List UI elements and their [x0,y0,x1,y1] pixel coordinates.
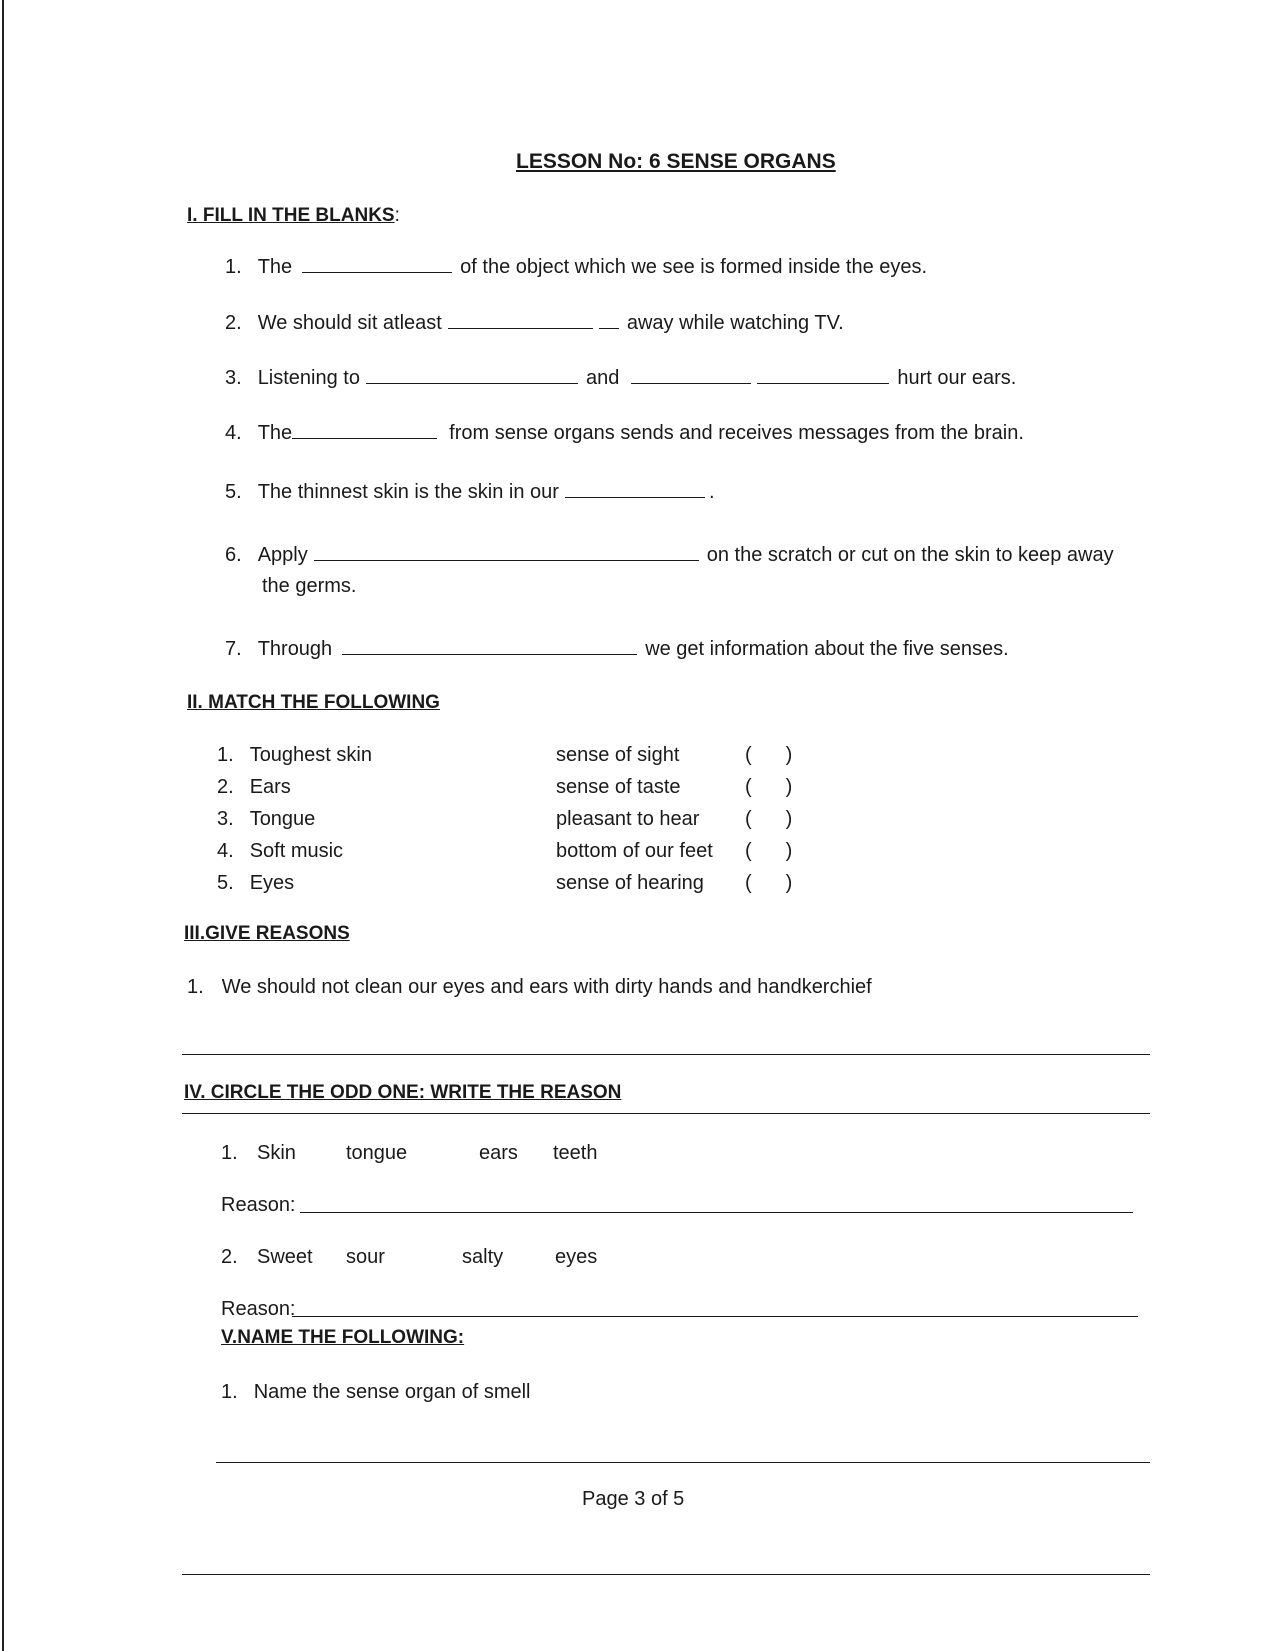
paren-close: ) [785,808,793,830]
paren-close: ) [785,840,793,862]
answer-blank[interactable] [342,636,637,655]
item-text-b: hurt our ears. [897,367,1017,389]
item-number: 2. [225,312,242,334]
section-fill-blanks-heading [187,203,400,228]
paren-open: ( [745,808,752,830]
item-number: 3. [217,808,234,830]
section-give-reasons-heading: III.GIVE REASONS [184,923,350,944]
match-left-4 [217,839,343,863]
reason-item-1 [187,975,872,999]
match-answer-box-1[interactable] [745,743,792,767]
paren-open: ( [745,872,752,894]
section-divider-line [182,1113,1150,1114]
match-answer-box-5[interactable] [745,871,792,895]
item-number: 6. [225,544,242,566]
item-text-a: Apply [257,544,308,566]
match-right-1: sense of sight [556,744,680,766]
item-number: 1. [225,256,242,278]
page-title: LESSON No: 6 SENSE ORGANS [516,150,836,173]
match-right-4: bottom of our feet [556,840,713,862]
match-answer-box-3[interactable] [745,807,792,831]
match-left-text: Tongue [249,808,316,830]
heading-colon: : [394,205,400,226]
match-answer-box-2[interactable] [745,775,792,799]
item-number: 7. [225,638,242,660]
section-odd-one-heading: IV. CIRCLE THE ODD ONE: WRITE THE REASON [184,1082,622,1103]
odd-word[interactable]: sour [346,1246,385,1268]
item-text-a: The [257,422,293,444]
match-left-text: Toughest skin [249,744,372,766]
match-left-text: Soft music [249,840,344,862]
fill-item-4 [225,420,1024,445]
name-item-1 [221,1380,531,1404]
match-answer-box-4[interactable] [745,839,792,863]
match-left-text: Eyes [249,872,295,894]
match-right-5: sense of hearing [556,872,704,894]
item-number: 4. [217,840,234,862]
odd-word[interactable]: ears [479,1142,518,1164]
reason-question-text: We should not clean our eyes and ears with dirty hands and handkerchief [221,976,872,998]
paren-close: ) [785,776,793,798]
fill-item-2 [225,310,844,335]
item-text-b: we get information about the five senses. [645,638,1009,660]
odd-word[interactable]: teeth [553,1142,598,1164]
reason-answer-line[interactable] [292,1316,1138,1317]
item-number: 3. [225,367,242,389]
item-text-a: Listening to [257,367,360,389]
odd-one-item-2 [221,1245,238,1269]
paren-open: ( [745,744,752,766]
section-heading-text: I. FILL IN THE BLANKS [187,205,395,226]
answer-blank[interactable] [757,365,889,384]
item-number: 1. [221,1142,238,1164]
paren-open: ( [745,840,752,862]
answer-blank-extension [599,310,619,329]
answer-blank[interactable] [631,365,751,384]
fill-item-1 [225,254,927,279]
odd-word[interactable]: Sweet [257,1246,313,1268]
odd-word[interactable]: Skin [257,1142,296,1164]
page-number: Page 3 of 5 [582,1488,685,1510]
item-number: 1. [187,976,204,998]
match-left-text: Ears [249,776,291,798]
answer-blank[interactable] [366,365,578,384]
item-text-b: on the scratch or cut on the skin to keep away [706,544,1114,566]
fill-item-7 [225,636,1009,661]
fill-item-5 [225,479,715,504]
match-right-2: sense of taste [556,776,681,798]
item-text-b: . [708,481,715,503]
item-text-b: from sense organs sends and receives messages from the brain. [449,422,1024,444]
item-number: 5. [217,872,234,894]
item-text-a: Through [257,638,333,660]
paren-close: ) [785,744,793,766]
answer-blank[interactable] [292,420,437,439]
match-left-5 [217,871,294,895]
answer-blank[interactable] [448,310,593,329]
odd-one-item-1 [221,1141,238,1165]
scan-edge-line [2,0,4,1651]
footer-divider-line [182,1574,1150,1575]
section-match-heading: II. MATCH THE FOLLOWING [187,692,440,713]
item-number: 4. [225,422,242,444]
item-number: 1. [221,1381,238,1403]
fill-item-6-continuation: the germs. [262,575,357,597]
item-number: 2. [221,1246,238,1268]
odd-word[interactable]: salty [462,1246,504,1268]
answer-blank[interactable] [565,479,705,498]
odd-word[interactable]: eyes [555,1246,598,1268]
item-number: 2. [217,776,234,798]
fill-item-6 [225,542,1114,567]
name-question-text: Name the sense organ of smell [253,1381,531,1403]
odd-word[interactable]: tongue [346,1142,408,1164]
fill-item-3 [225,365,1016,390]
reason-label: Reason: [221,1194,296,1216]
paren-open: ( [745,776,752,798]
item-text-mid: and [585,367,620,389]
match-left-2 [217,775,291,799]
item-number: 5. [225,481,242,503]
reason-label: Reason: [221,1298,296,1320]
item-number: 1. [217,744,234,766]
item-text-a: The [257,256,293,278]
item-text-b: away while watching TV. [626,312,844,334]
item-text-b: of the object which we see is formed inside the eyes. [460,256,928,278]
name-answer-line[interactable] [216,1462,1150,1463]
item-text-a: We should sit atleast [257,312,442,334]
reason-answer-line[interactable] [182,1054,1150,1055]
answer-blank[interactable] [302,254,452,273]
match-right-3: pleasant to hear [556,808,700,830]
answer-blank[interactable] [314,542,699,561]
match-left-1 [217,743,372,767]
item-text-a: The thinnest skin is the skin in our [257,481,559,503]
paren-close: ) [785,872,793,894]
match-left-3 [217,807,315,831]
reason-answer-line[interactable] [300,1212,1133,1213]
section-name-following-heading: V.NAME THE FOLLOWING: [221,1327,465,1348]
